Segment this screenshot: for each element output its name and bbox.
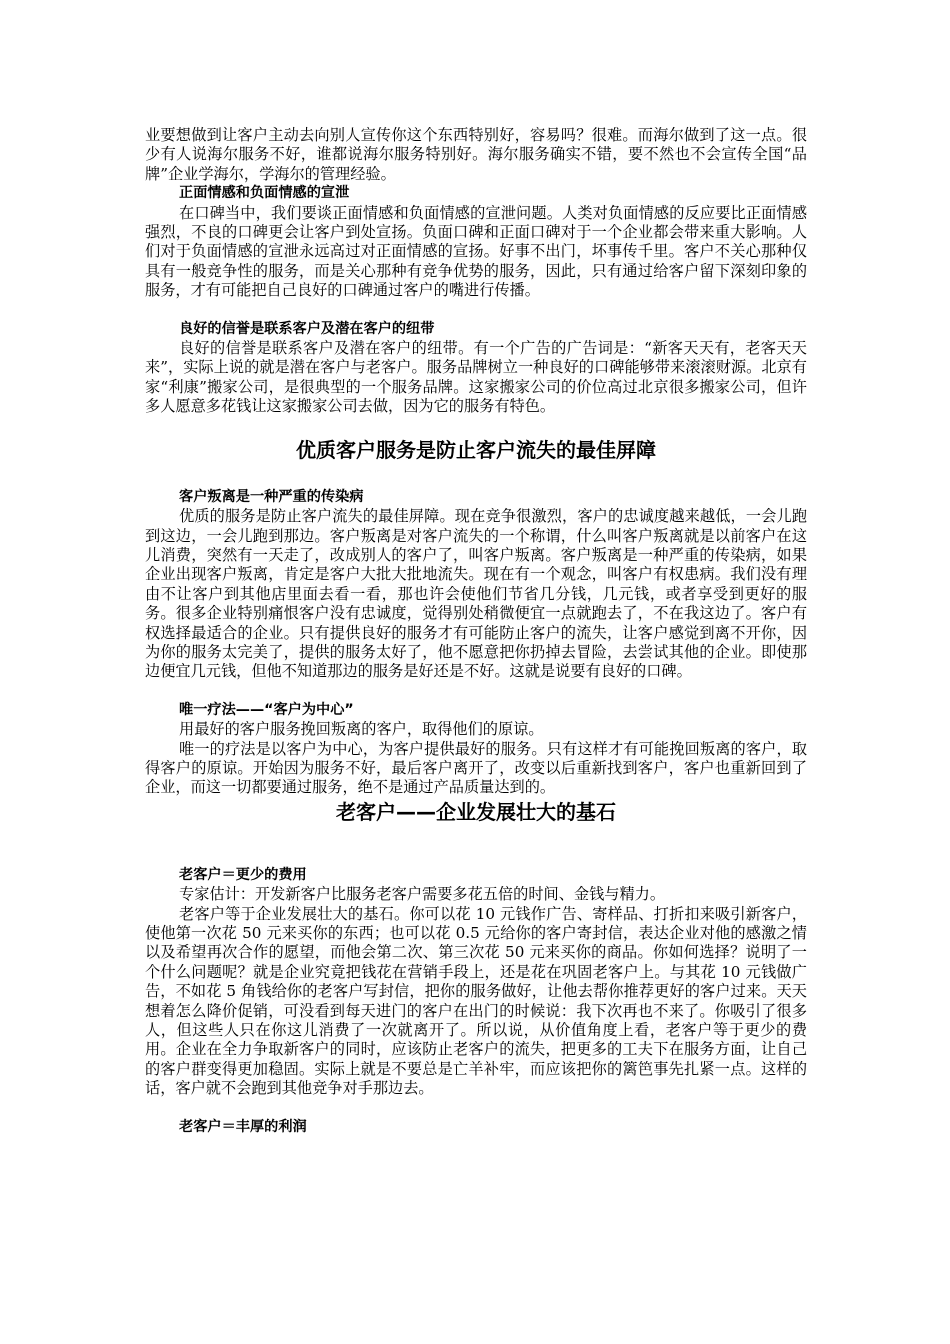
section-heading-emotion: 正面情感和负面情感的宣泄 <box>179 185 350 202</box>
paragraph-customer-centric-1: 用最好的客户服务挽回叛离的客户，取得他们的原谅。 <box>179 720 544 739</box>
section-heading-reputation: 良好的信誉是联系客户及潜在客户的纽带 <box>179 320 435 337</box>
paragraph-defection: 优质的服务是防止客户流失的最佳屏障。现在竞争很激烈，客户的忠诚度越来越低，一会儿跑到这边，一会儿跑到那边。客户叛离是对客户流失的一个称谓，什么叫客户叛离就是以前客户在这儿消费，突然有一天走了，改成别人的客户了，叫客户叛离。客户叛离是一种严重的传染病，如果企业出现客户叛离，肯定是客户大批大批地流失。现在有一个观念，叫客户有权患病。我们没有理由不让客户到其他店里面去看一看，那也许会使他们节省几分钱，几元钱，或者享受到更好的服务。很多企业特别痛恨客户没有忠诚度，觉得别处稍微便宜一点就跑去了，不在我这边了。客户有权选择最适合的企业。只有提供良好的服务才有可能防止客户的流失，让客户感觉到离不开你，因为你的服务太完美了，提供的服务太好了，他不愿意把你扔掉去冒险，去尝试其他的企业。即使那边便宜几元钱，但他不知道那边的服务是好还是不好。这就是说要有良好的口碑。 <box>145 507 807 681</box>
section-heading-defection: 客户叛离是一种严重的传染病 <box>179 488 364 505</box>
section-heading-profit: 老客户＝丰厚的利润 <box>179 1118 307 1135</box>
intro-paragraph: 业要想做到让客户主动去向别人宣传你这个东西特别好，容易吗？很难。而海尔做到了这一点。很少有人说海尔服务不好，谁都说海尔服务特别好。海尔服务确实不错，要不然也不会宣传全国“品牌”企业学海尔，学海尔的管理经验。 <box>145 126 807 183</box>
paragraph-customer-centric-2: 唯一的疗法是以客户为中心，为客户提供最好的服务。只有这样才有可能挽回叛离的客户，取得客户的原谅。开始因为服务不好，最后客户离开了，改变以后重新找到客户，客户也重新回到了企业，而这一切都要通过服务，绝不是通过产品质量达到的。 <box>145 739 807 797</box>
paragraph-less-cost-2: 老客户等于企业发展壮大的基石。你可以花 10 元钱作广告、寄样品、打折扣来吸引新客户，使他第一次花 50 元来买你的东西；也可以花 0.5 元给你的客户寄封信，表达企业对他的感激之情以及希望再次合作的愿望，而他会第二次、第三次花 50 元来买你的商品。你如何选择？说明了一个什么问题呢？就是企业究竟把钱花在营销手段上，还是花在巩固老客户上。与其花 10 元钱做广告，不如花 5 角钱给你的老客户写封信，把你的服务做好，让他去帮你推荐更好的客户过来。天天想着怎么降价促销，可没看到每天进门的客户在出门的时候说：我下次再也不来了。你吸引了很多人，但这些人只在你这儿消费了一次就离开了。所以说，从价值角度上看，老客户等于更少的费用。企业在全力争取新客户的同时，应该防止老客户的流失，把更多的工夫下在服务方面，让自己的客户群变得更加稳固。实际上就是不要总是亡羊补牢，而应该把你的篱笆事先扎紧一点。这样的话，客户就不会跑到其他竞争对手那边去。 <box>145 904 807 1098</box>
chapter-title-old-customers: 老客户——企业发展壮大的基石 <box>336 799 616 824</box>
paragraph-emotion: 在口碑当中，我们要谈正面情感和负面情感的宣泄问题。人类对负面情感的反应要比正面情感强烈，不良的口碑更会让客户到处宣扬。负面口碑和正面口碑对于一个企业都会带来重大影响。人们对于负面情感的宣泄永远高过对正面情感的宣扬。好事不出门，坏事传千里。客户不关心那种仅具有一般竞争性的服务，而是关心那种有竞争优势的服务，因此，只有通过给客户留下深刻印象的服务，才有可能把自己良好的口碑通过客户的嘴进行传播。 <box>145 203 807 300</box>
section-heading-less-cost: 老客户＝更少的费用 <box>179 866 307 883</box>
paragraph-less-cost-1: 专家估计：开发新客户比服务老客户需要多花五倍的时间、金钱与精力。 <box>179 885 665 904</box>
paragraph-reputation: 良好的信誉是联系客户及潜在客户的纽带。有一个广告的广告词是：“新客天天有，老客天天来”，实际上说的就是潜在客户与老客户。服务品牌树立一种良好的口碑能够带来滚滚财源。北京有家“利康”搬家公司，是很典型的一个服务品牌。这家搬家公司的价位高过北京很多搬家公司，但许多人愿意多花钱让这家搬家公司去做，因为它的服务有特色。 <box>145 339 807 416</box>
document-page <box>145 126 807 1137</box>
section-heading-customer-centric: 唯一疗法——“客户为中心” <box>179 701 354 718</box>
chapter-title-service-barrier: 优质客户服务是防止客户流失的最佳屏障 <box>296 437 656 462</box>
